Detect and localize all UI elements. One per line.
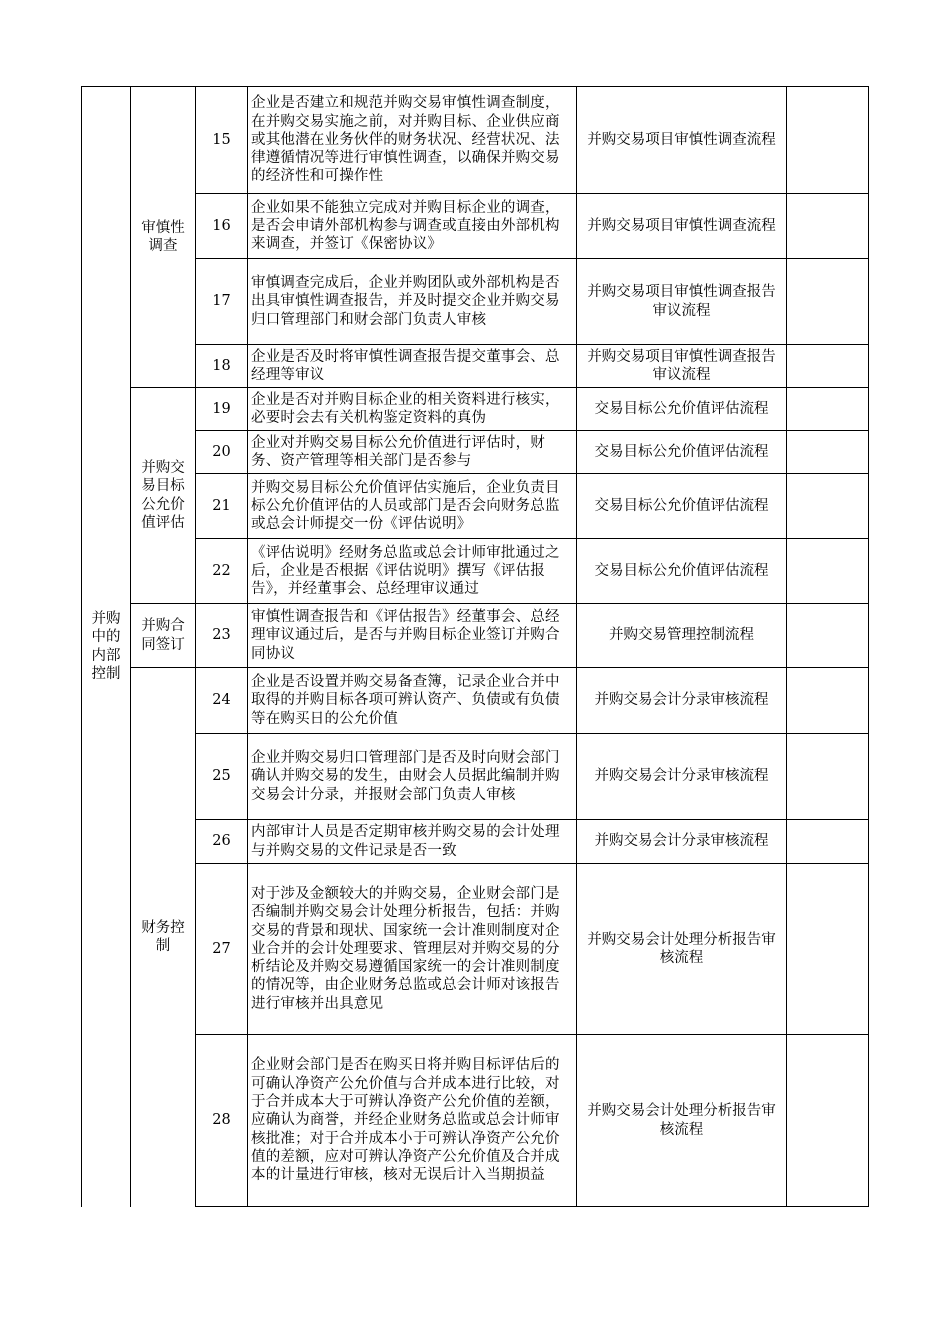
process-name: 交易目标公允价值评估流程: [577, 474, 787, 539]
process-name: 交易目标公允价值评估流程: [577, 431, 787, 474]
item-number: 25: [196, 734, 248, 820]
table-row: [82, 539, 869, 604]
group-cell-contract: [131, 604, 196, 668]
result-cell: [787, 604, 869, 668]
table-row: [82, 194, 869, 259]
item-number: 18: [196, 345, 248, 388]
group-cell-due-diligence: [131, 87, 196, 388]
table-row: [82, 388, 869, 431]
item-number: 22: [196, 539, 248, 604]
check-description: 企业并购交易归口管理部门是否及时向财会部门确认并购交易的发生，由财会人员据此编制并购交易会计分录，并报财会部门负责人审核: [248, 734, 577, 820]
check-description: 企业对并购交易目标公允价值进行评估时，财务、资产管理等相关部门是否参与: [248, 431, 577, 474]
group-cell-valuation: [131, 388, 196, 604]
check-description: 《评估说明》经财务总监或总会计师审批通过之后，企业是否根据《评估说明》撰写《评估报告》，并经董事会、总经理审议通过: [248, 539, 577, 604]
item-number: 19: [196, 388, 248, 431]
item-number: 27: [196, 864, 248, 1035]
process-name: 并购交易会计处理分析报告审核流程: [577, 1035, 787, 1207]
item-number: 15: [196, 87, 248, 194]
table-row: [82, 864, 869, 1035]
process-name: 并购交易会计处理分析报告审核流程: [577, 864, 787, 1035]
check-description: 企业是否对并购目标企业的相关资料进行核实，必要时会去有关机构鉴定资料的真伪: [248, 388, 577, 431]
item-number: 26: [196, 820, 248, 864]
result-cell: [787, 194, 869, 259]
item-number: 24: [196, 668, 248, 734]
group-label: 并购交易目标公允价值评估: [141, 459, 185, 531]
result-cell: [787, 474, 869, 539]
result-cell: [787, 345, 869, 388]
item-number: 20: [196, 431, 248, 474]
table-row: [82, 345, 869, 388]
table-row: [82, 431, 869, 474]
process-name: 交易目标公允价值评估流程: [577, 539, 787, 604]
group-label: 财务控制: [141, 919, 185, 955]
group-label: 审慎性调查: [141, 219, 185, 254]
audit-checklist-sheet: [81, 86, 869, 1207]
group-label: 并购合同签订: [141, 618, 185, 653]
result-cell: [787, 431, 869, 474]
item-number: 16: [196, 194, 248, 259]
result-cell: [787, 864, 869, 1035]
group-cell-finance: [131, 668, 196, 1207]
process-name: 并购交易项目审慎性调查报告审议流程: [577, 259, 787, 345]
result-cell: [787, 87, 869, 194]
table-row: [82, 259, 869, 345]
check-description: 审慎调查完成后，企业并购团队或外部机构是否出具审慎性调查报告，并及时提交企业并购交易归口管理部门和财会部门负责人审核: [248, 259, 577, 345]
check-description: 对于涉及金额较大的并购交易，企业财会部门是否编制并购交易会计处理分析报告，包括：并购交易的背景和现状、国家统一会计准则制度对企业合并的会计处理要求、管理层对并购交易的分析结论及并购交易遵循国家统一的会计准则制度的情况等，由企业财务总监或总会计师对该报告进行审核并出具意见: [248, 864, 577, 1035]
process-name: 并购交易管理控制流程: [577, 604, 787, 668]
result-cell: [787, 820, 869, 864]
table-row: [82, 1035, 869, 1207]
result-cell: [787, 259, 869, 345]
item-number: 17: [196, 259, 248, 345]
table-row: [82, 604, 869, 668]
table-row: [82, 734, 869, 820]
process-name: 并购交易项目审慎性调查流程: [577, 194, 787, 259]
check-description: 企业是否建立和规范并购交易审慎性调查制度，在并购交易实施之前，对并购目标、企业供应商或其他潜在业务伙伴的财务状况、经营状况、法律遵循情况等进行审慎性调查，以确保并购交易的经济性和可操作性: [248, 87, 577, 194]
check-description: 企业财会部门是否在购买日将并购目标评估后的可确认净资产公允价值与合并成本进行比较，对于合并成本大于可辨认净资产公允价值的差额，应确认为商誉，并经企业财务总监或总会计师审核批准；对于合并成本小于可辨认净资产公允价值的差额，应对可辨认净资产公允价值及合并成本的计量进行审核，核对无误后计入当期损益: [248, 1035, 577, 1207]
table-row: [82, 87, 869, 194]
item-number: 23: [196, 604, 248, 668]
check-description: 企业如果不能独立完成对并购目标企业的调查，是否会申请外部机构参与调查或直接由外部机构来调查，并签订《保密协议》: [248, 194, 577, 259]
check-description: 企业是否设置并购交易备查簿，记录企业合并中取得的并购目标各项可辨认资产、负债或有负债等在购买日的公允价值: [248, 668, 577, 734]
process-name: 交易目标公允价值评估流程: [577, 388, 787, 431]
table-row: [82, 668, 869, 734]
check-description: 企业是否及时将审慎性调查报告提交董事会、总经理等审议: [248, 345, 577, 388]
process-name: 并购交易会计分录审核流程: [577, 668, 787, 734]
result-cell: [787, 1035, 869, 1207]
result-cell: [787, 539, 869, 604]
internal-control-table: [81, 86, 869, 1207]
table-row: [82, 820, 869, 864]
check-description: 内部审计人员是否定期审核并购交易的会计处理与并购交易的文件记录是否一致: [248, 820, 577, 864]
table-row: [82, 474, 869, 539]
item-number: 28: [196, 1035, 248, 1207]
category-cell: [82, 87, 131, 1207]
result-cell: [787, 734, 869, 820]
process-name: 并购交易会计分录审核流程: [577, 820, 787, 864]
process-name: 并购交易项目审慎性调查报告审议流程: [577, 345, 787, 388]
check-description: 审慎性调查报告和《评估报告》经董事会、总经理审议通过后，是否与并购目标企业签订并购合同协议: [248, 604, 577, 668]
result-cell: [787, 388, 869, 431]
item-number: 21: [196, 474, 248, 539]
check-description: 并购交易目标公允价值评估实施后，企业负责目标公允价值评估的人员或部门是否会向财务总监或总会计师提交一份《评估说明》: [248, 474, 577, 539]
category-label: 并购中的内部控制: [91, 611, 121, 683]
process-name: 并购交易项目审慎性调查流程: [577, 87, 787, 194]
process-name: 并购交易会计分录审核流程: [577, 734, 787, 820]
result-cell: [787, 668, 869, 734]
